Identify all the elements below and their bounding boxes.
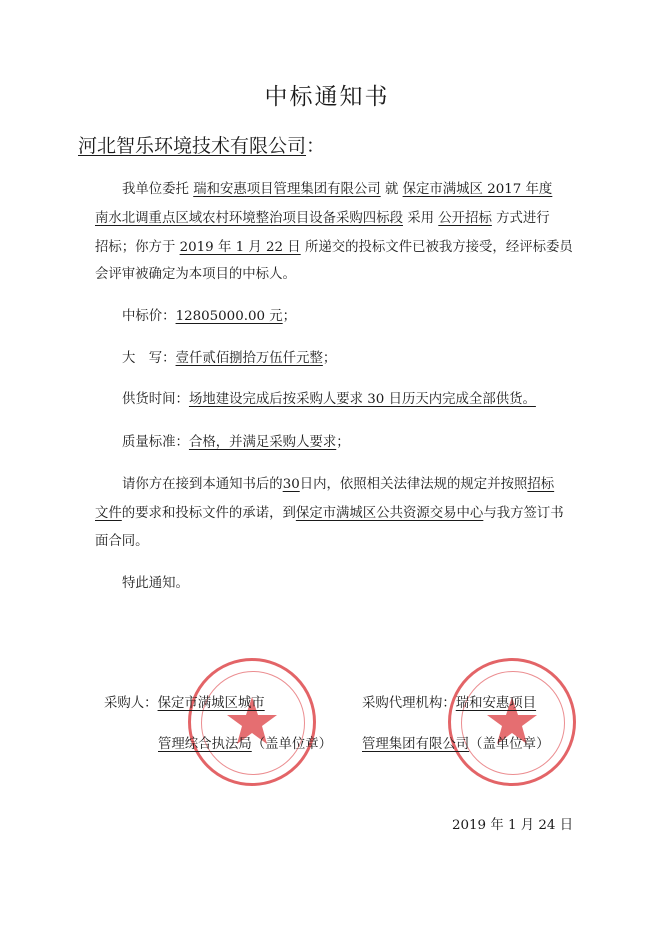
quality-suffix: ； xyxy=(336,435,350,450)
para1-text: 我单位委托 xyxy=(122,182,189,197)
para1-text: 就 xyxy=(384,182,399,197)
para2-line1 xyxy=(122,473,554,492)
agency-line2 xyxy=(362,733,549,752)
delivery-line xyxy=(122,388,536,407)
para1-text: 采用 xyxy=(407,211,435,226)
quality-line xyxy=(122,431,350,450)
para1-line1 xyxy=(122,178,552,197)
purchaser-seal-note: （盖单位章） xyxy=(251,737,333,752)
para1-text: 会评审被确定为本项目的中标人。 xyxy=(95,267,296,282)
purchaser-seal xyxy=(188,658,316,786)
project-name-part2: 南水北调重点区域农村环境整治项目设备采购四标段 xyxy=(95,211,403,226)
para1-text: 所递交的投标文件已被我方接受，经评标委员 xyxy=(304,240,573,255)
para2-text: 的要求和投标文件的承诺，到 xyxy=(121,506,296,521)
agency-line1 xyxy=(362,692,536,711)
addressee-colon: ： xyxy=(306,135,326,157)
para1-text: 方式进行 xyxy=(496,211,550,226)
purchaser-name-part2: 管理综合执法局 xyxy=(158,737,252,752)
capital-suffix: ； xyxy=(322,351,337,366)
purchaser-label: 采购人： xyxy=(104,696,158,711)
para2-line3 xyxy=(95,530,149,549)
capital-label: 大 写： xyxy=(122,351,176,366)
agent-name-inline: 瑞和安惠项目管理集团有限公司 xyxy=(193,182,381,197)
agency-name-part2: 管理集团有限公司 xyxy=(362,737,470,752)
quality-value: 合格，并满足采购人要求 xyxy=(188,435,337,450)
capital-value: 壹仟贰佰捌拾万伍仟元整 xyxy=(175,351,323,366)
agency-label: 采购代理机构： xyxy=(362,696,456,711)
bidding-method: 公开招标 xyxy=(438,211,492,226)
tender-doc-part2: 文件 xyxy=(95,506,122,521)
price-line xyxy=(122,305,296,324)
purchaser-line1 xyxy=(104,692,265,711)
issue-date: 2019 年 1 月 24 日 xyxy=(452,818,574,833)
tender-doc-part1: 招标 xyxy=(527,477,555,492)
purchaser-line2 xyxy=(158,733,332,752)
document-title: 中标通知书 xyxy=(264,84,390,110)
agency-seal-note: （盖单位章） xyxy=(469,737,550,752)
price-value: 12805000.00 元 xyxy=(175,309,283,324)
quality-label: 质量标准： xyxy=(122,435,189,450)
closing-line: 特此通知。 xyxy=(122,576,189,591)
para2-line2 xyxy=(95,502,564,521)
para2-text: 与我方签订书 xyxy=(483,506,564,521)
agency-name-part1: 瑞和安惠项目 xyxy=(455,696,537,711)
purchaser-name-part1: 保定市满城区城市 xyxy=(157,696,265,711)
para2-text: 请你方在接到本通知书后的 xyxy=(122,477,283,492)
price-suffix: ； xyxy=(282,309,297,324)
para2-text: 面合同。 xyxy=(95,534,149,549)
para1-line4 xyxy=(95,263,296,282)
delivery-value: 场地建设完成后按采购人要求 30 日历天内完成全部供货。 xyxy=(188,392,536,407)
agency-seal xyxy=(448,658,576,786)
addressee xyxy=(78,131,325,158)
delivery-label: 供货时间： xyxy=(122,392,189,407)
addressee-name: 河北智乐环境技术有限公司 xyxy=(78,135,307,157)
para1-text: 招标；你方于 xyxy=(95,240,176,255)
para1-line2 xyxy=(95,207,550,226)
capital-amount-line xyxy=(122,347,336,366)
para1-line3 xyxy=(95,236,573,255)
para2-text: 日内，依照相关法律法规的规定并按照 xyxy=(299,477,528,492)
signing-place: 保定市满城区公共资源交易中心 xyxy=(295,506,484,521)
price-label: 中标价： xyxy=(122,309,176,324)
project-name-part1: 保定市满城区 2017 年度 xyxy=(402,182,553,197)
bid-submission-date: 2019 年 1 月 22 日 xyxy=(179,240,301,255)
signing-days: 30 xyxy=(282,477,300,492)
